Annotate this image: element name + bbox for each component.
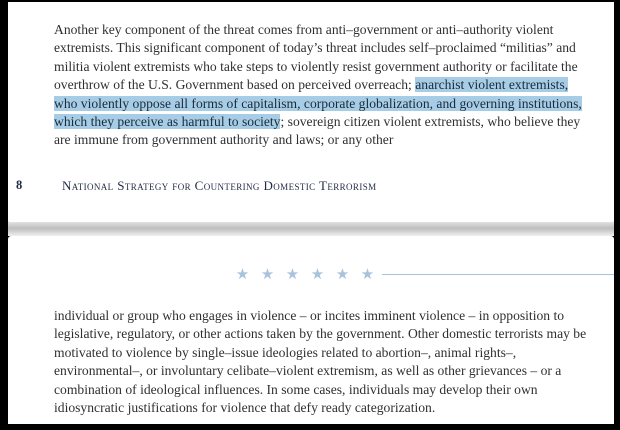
text-segment[interactable]: Another key component of the threat comes from anti–government or anti–authority violent extremists. This significant component of today’s threat includes self–proclaimed “militias” and militia violent extremists who take steps to violently resist government authority or facilitate the overthrow of the U.S. Government based on perceived overreach; (54, 22, 578, 93)
star-icon: ★ (260, 265, 275, 283)
running-head: National Strategy for Countering Domestic Terrorism (62, 178, 377, 193)
document-page-9 (8, 236, 614, 424)
page-footer (8, 178, 614, 198)
star-icon: ★ (285, 265, 300, 283)
highlighted-text[interactable]: anarchist violent extremists, who violently oppose all forms of capitalism, corporate globalization, and governing institutions, which they perceive as harmful to society (54, 77, 582, 130)
page-number: 8 (16, 178, 23, 192)
star-icon: ★ (310, 265, 325, 283)
body-paragraph[interactable] (54, 21, 594, 150)
star-icon: ★ (235, 265, 250, 283)
star-icon: ★ (335, 265, 350, 283)
page-gap (8, 222, 614, 236)
ornament-rule (382, 274, 614, 275)
document-page-8 (8, 2, 614, 224)
body-paragraph[interactable]: individual or group who engages in violence – or incites imminent violence – in opposition to legislative, regulatory, or other actions taken by the government. Other domestic terrorists may be motivated to violence by single–issue ideologies related to abortion–, animal rights–, environmental–, or involuntary celibate–violent extremism, as well as other grievances – or a combination of ideological influences. In some cases, individuals may develop their own idiosyncratic justifications for violence that defy ready categorization. (54, 308, 587, 416)
star-ornament (230, 266, 614, 282)
star-icon: ★ (360, 265, 375, 283)
text-segment[interactable]: ; sovereign citizen violent extremists, who believe they are immune from government authority and laws; or any other (54, 114, 581, 148)
